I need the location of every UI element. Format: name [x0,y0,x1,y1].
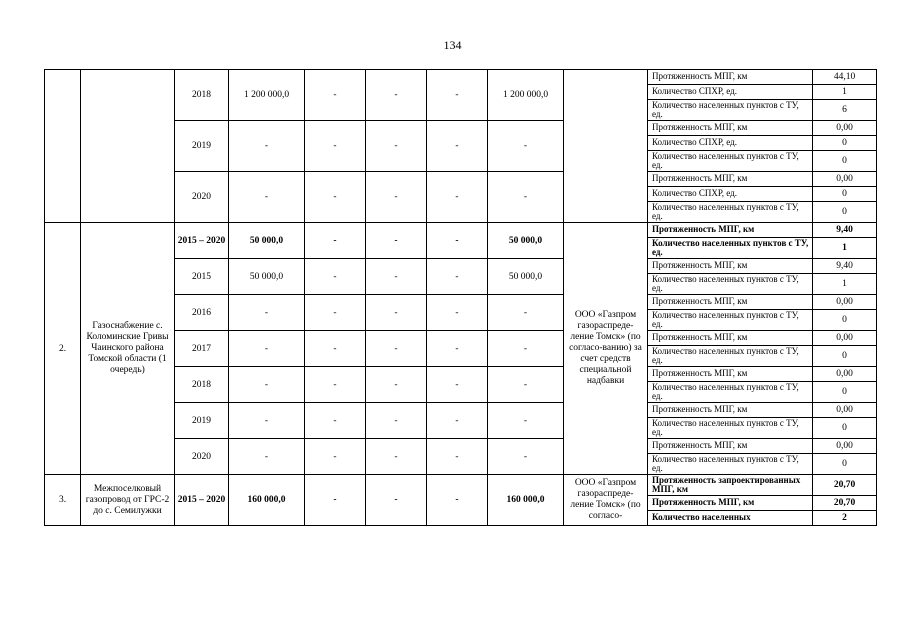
federal-cell: - [305,331,366,367]
indicator-label: Количество СПХР, ед. [648,187,813,202]
indicator-value: 0,00 [813,295,877,310]
year-cell: 2018 [175,367,229,403]
indicator-value: 0 [813,382,877,403]
extrabudget-cell: - [488,295,564,331]
year-cell: 2018 [175,70,229,121]
indicator-label: Протяженность МПГ, км [648,331,813,346]
indicator-value: 0 [813,346,877,367]
federal-cell: - [305,403,366,439]
federal-cell: - [305,121,366,172]
indicator-label: Количество населенных пунктов с ТУ, ед. [648,454,813,475]
year-cell: 2020 [175,172,229,223]
federal-cell: - [305,295,366,331]
row-number [45,70,81,223]
extrabudget-cell: 1 200 000,0 [488,70,564,121]
regional-cell: - [366,331,427,367]
regional-cell: - [366,295,427,331]
federal-cell: - [305,172,366,223]
indicator-value: 0 [813,418,877,439]
indicator-label: Протяженность МПГ, км [648,403,813,418]
object-name [81,70,175,223]
indicator-value: 0,00 [813,121,877,136]
indicator-label: Количество населенных пунктов с ТУ, ед. [648,151,813,172]
year-cell: 2016 [175,295,229,331]
indicator-label: Количество населенных пунктов с ТУ, ед. [648,202,813,223]
program-table [44,69,877,526]
indicator-value: 9,40 [813,223,877,238]
extrabudget-cell: - [488,121,564,172]
indicator-value: 0 [813,136,877,151]
year-cell: 2017 [175,331,229,367]
regional-cell: - [366,259,427,295]
local-cell: - [427,403,488,439]
indicator-label: Количество населенных пунктов с ТУ, ед. [648,382,813,403]
indicator-value: 0 [813,187,877,202]
indicator-value: 0,00 [813,403,877,418]
total-cell: 50 000,0 [229,259,305,295]
indicator-label: Протяженность МПГ, км [648,121,813,136]
indicator-label: Количество населенных пунктов с ТУ, ед. [648,100,813,121]
indicator-value: 0 [813,310,877,331]
extrabudget-cell: - [488,439,564,475]
indicator-value: 20,70 [813,475,877,496]
indicator-label: Количество населенных пунктов с ТУ, ед. [648,238,813,259]
indicator-value: 44,10 [813,70,877,85]
regional-cell: - [366,223,427,259]
extrabudget-cell: - [488,172,564,223]
regional-cell: - [366,70,427,121]
extrabudget-cell: - [488,403,564,439]
indicator-label: Протяженность МПГ, км [648,259,813,274]
executor-cell: ООО «Газпром газораспреде-ление Томск» (по согласо- [564,475,648,526]
indicator-value: 0,00 [813,367,877,382]
local-cell: - [427,367,488,403]
indicator-label: Протяженность МПГ, км [648,172,813,187]
object-name: Межпоселковый газопровод от ГРС-2 до с. Семилужки [81,475,175,526]
total-cell: 160 000,0 [229,475,305,526]
federal-cell: - [305,259,366,295]
regional-cell: - [366,172,427,223]
indicator-label: Протяженность МПГ, км [648,70,813,85]
indicator-label: Протяженность МПГ, км [648,223,813,238]
federal-cell: - [305,70,366,121]
year-cell: 2015 – 2020 [175,223,229,259]
total-cell: - [229,367,305,403]
extrabudget-cell: 50 000,0 [488,223,564,259]
regional-cell: - [366,121,427,172]
total-cell: - [229,439,305,475]
federal-cell: - [305,223,366,259]
indicator-label: Количество населенных пунктов с ТУ, ед. [648,418,813,439]
indicator-value: 6 [813,100,877,121]
indicator-value: 1 [813,85,877,100]
indicator-label: Количество населенных пунктов с ТУ, ед. [648,274,813,295]
local-cell: - [427,331,488,367]
indicator-value: 1 [813,238,877,259]
extrabudget-cell: - [488,367,564,403]
page-number: 134 [443,38,462,52]
indicator-label: Протяженность МПГ, км [648,367,813,382]
total-cell: 1 200 000,0 [229,70,305,121]
indicator-value: 0,00 [813,172,877,187]
executor-cell: ООО «Газпром газораспреде-ление Томск» (по согласо-ванию) за счет средств специальной надбавки [564,223,648,475]
table-row [45,475,877,496]
indicator-value: 0 [813,454,877,475]
federal-cell: - [305,367,366,403]
indicator-value: 1 [813,274,877,295]
year-cell: 2015 [175,259,229,295]
table-row [45,70,877,85]
table-row [45,223,877,238]
indicator-label: Количество населенных пунктов с ТУ, ед. [648,310,813,331]
total-cell: - [229,403,305,439]
local-cell: - [427,172,488,223]
indicator-label: Количество СПХР, ед. [648,85,813,100]
total-cell: - [229,172,305,223]
local-cell: - [427,70,488,121]
extrabudget-cell: - [488,331,564,367]
indicator-label: Протяженность МПГ, км [648,439,813,454]
indicator-value: 20,70 [813,496,877,511]
row-number: 3. [45,475,81,526]
local-cell: - [427,475,488,526]
total-cell: 50 000,0 [229,223,305,259]
local-cell: - [427,295,488,331]
indicator-value: 0,00 [813,439,877,454]
local-cell: - [427,121,488,172]
indicator-value: 0 [813,151,877,172]
indicator-value: 2 [813,511,877,526]
federal-cell: - [305,439,366,475]
regional-cell: - [366,367,427,403]
year-cell: 2020 [175,439,229,475]
indicator-value: 0,00 [813,331,877,346]
regional-cell: - [366,475,427,526]
indicator-label: Протяженность запроектированных МПГ, км [648,475,813,496]
indicator-value: 0 [813,202,877,223]
executor-cell [564,70,648,223]
local-cell: - [427,259,488,295]
total-cell: - [229,295,305,331]
extrabudget-cell: 160 000,0 [488,475,564,526]
indicator-label: Количество населенных [648,511,813,526]
total-cell: - [229,331,305,367]
federal-cell: - [305,475,366,526]
indicator-value: 9,40 [813,259,877,274]
indicator-label: Количество СПХР, ед. [648,136,813,151]
total-cell: - [229,121,305,172]
extrabudget-cell: 50 000,0 [488,259,564,295]
local-cell: - [427,439,488,475]
indicator-label: Протяженность МПГ, км [648,295,813,310]
object-name: Газоснабжение с. Коломинские Гривы Чаинского района Томской области (1 очередь) [81,223,175,475]
regional-cell: - [366,439,427,475]
year-cell: 2019 [175,121,229,172]
indicator-label: Количество населенных пунктов с ТУ, ед. [648,346,813,367]
year-cell: 2019 [175,403,229,439]
local-cell: - [427,223,488,259]
regional-cell: - [366,403,427,439]
indicator-label: Протяженность МПГ, км [648,496,813,511]
row-number: 2. [45,223,81,475]
year-cell: 2015 – 2020 [175,475,229,526]
